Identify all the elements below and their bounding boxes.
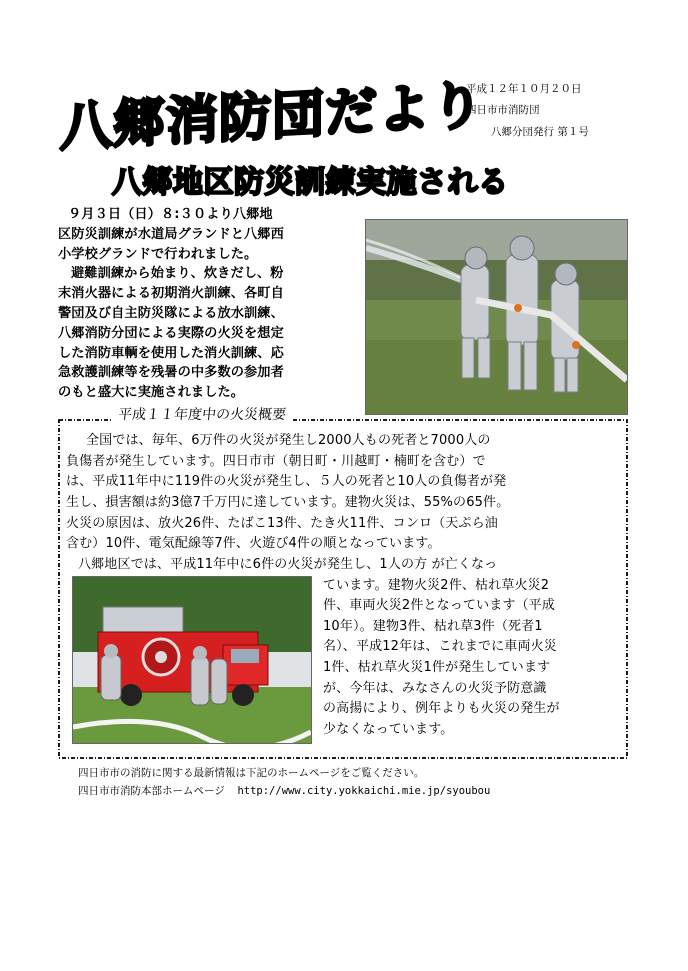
section-para-line: 全国では、毎年、6万件の火災が発生し2000人もの死者と7000人の bbox=[86, 433, 491, 448]
section-para-line: 10年）。建物3件、枯れ草3件（死者1 bbox=[323, 619, 543, 634]
section-para-line: ています。建物火災2件、枯れ草火災2 bbox=[323, 578, 550, 593]
section-para-line: 含む）10件、電気配線等7件、火遊び4件の順となっています。 bbox=[66, 536, 441, 551]
homepage-label: 四日市市消防本部ホームページ bbox=[78, 785, 225, 797]
lead-line: 末消火器による初期消火訓練、各町自 bbox=[58, 286, 284, 302]
firefighter-hose-drill-photo bbox=[365, 219, 628, 415]
newsletter-title: 八郷消防団だより bbox=[60, 74, 485, 158]
lead-line: のもと盛大に実施されました。 bbox=[58, 385, 245, 401]
headline bbox=[112, 162, 560, 204]
lead-line: 警団及び自主防災隊による放水訓練、 bbox=[58, 305, 284, 321]
publisher-org: 四日市市消防団 bbox=[466, 104, 540, 116]
lead-line: 八郷消防分団による実際の火災を想定 bbox=[58, 325, 284, 341]
lead-line: 小学校グランドで行われました。 bbox=[58, 246, 258, 262]
section-para-line: 少なくなっています。 bbox=[323, 722, 454, 737]
lead-line: 急救護訓練等を残暑の中多数の参加者 bbox=[58, 365, 284, 381]
section-title: 平成１１年度中の火災概要 bbox=[111, 404, 293, 426]
homepage-url[interactable]: http://www.city.yokkaichi.mie.jp/syoubou bbox=[237, 785, 491, 797]
photo-illustration bbox=[73, 577, 311, 743]
section-para-line: 1件、枯れ草火災1件が発生しています bbox=[323, 660, 551, 675]
masthead bbox=[60, 74, 485, 158]
section-para-line: 生し、損害額は約3億7千万円に達しています。建物火災は、55%の65件。 bbox=[66, 495, 510, 510]
section-para-line: 火災の原因は、放火26件、たばこ13件、たき火11件、コンロ（天ぷら油 bbox=[66, 516, 498, 531]
section-para-line: 負傷者が発生しています。四日市市（朝日町・川越町・楠町を含む）で bbox=[66, 454, 486, 469]
lead-line: ９月３日（日）８:３０より八郷地 bbox=[68, 207, 273, 222]
section-para-line: 件、車両火災2件となっています（平成 bbox=[323, 598, 555, 613]
lead-line: 区防災訓練が水道局グランドと八郷西 bbox=[58, 226, 284, 242]
headline-text: 八郷地区防災訓練実施される bbox=[112, 165, 509, 200]
section-para-line: 名）、平成12年は、これまでに車両火災 bbox=[323, 639, 557, 654]
lead-line: 避難訓練から始まり、炊きだし、粉 bbox=[71, 266, 284, 282]
fire-truck-photo bbox=[72, 576, 312, 744]
section-para-line: 八郷地区では、平成11年中に6件の火災が発生し、1人の方 が亡くなっ bbox=[78, 557, 498, 572]
issue-number: 八郷分団発行 第１号 bbox=[491, 126, 589, 138]
section-para-line: の高揚により、例年よりも火災の発生が bbox=[323, 701, 560, 716]
lead-article bbox=[58, 205, 360, 403]
footer-homepage bbox=[78, 783, 490, 798]
section-para-line: が、今年は、みなさんの火災予防意識 bbox=[323, 681, 547, 696]
lead-line: した消防車輌を使用した消火訓練、応 bbox=[58, 345, 284, 361]
footer-note: 四日市市の消防に関する最新情報は下記のホームページをご覧ください。 bbox=[78, 767, 425, 779]
section-para-line: は、平成11年中に119件の火災が発生し、５人の死者と10人の負傷者が発 bbox=[66, 474, 507, 489]
photo-illustration bbox=[366, 220, 627, 414]
issue-date: 平成１２年１０月２０日 bbox=[466, 83, 582, 95]
